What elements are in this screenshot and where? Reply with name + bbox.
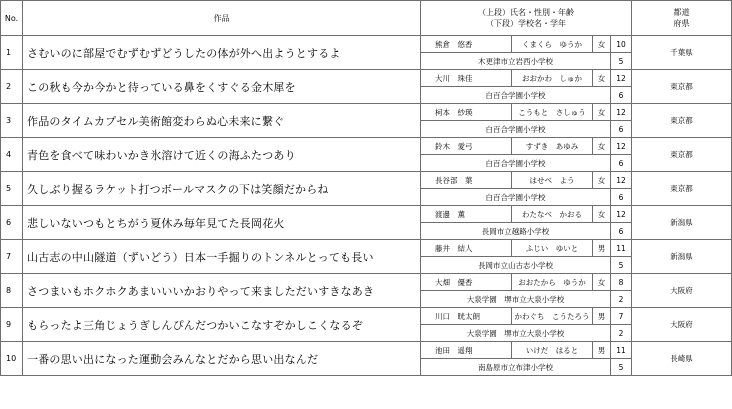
- student-age: 8: [611, 274, 632, 291]
- prefecture: 東京都: [632, 172, 732, 206]
- school-grade: 5: [611, 53, 632, 70]
- school-grade: 6: [611, 155, 632, 172]
- student-kana: すずき あゆみ: [512, 138, 593, 155]
- student-kana: ふじい ゆいと: [512, 240, 593, 257]
- table-body: [1, 36, 732, 376]
- row-number: 2: [1, 70, 23, 104]
- school-name: 白百合学園小学校: [421, 121, 611, 138]
- table-row: [1, 70, 732, 87]
- student-sex: 女: [593, 138, 611, 155]
- student-name: 柯本 紗瑛: [421, 104, 512, 121]
- student-kana: いけだ はると: [512, 342, 593, 359]
- work-text: 悲しいないつもとちがう夏休み毎年見てた長岡花火: [23, 206, 421, 240]
- school-name: 大泉学園 堺市立大泉小学校: [421, 325, 611, 342]
- student-age: 12: [611, 172, 632, 189]
- header-work: 作品: [23, 1, 421, 36]
- header-no: No.: [1, 1, 23, 36]
- header-info-bottom: （下段）学校名・学年: [486, 19, 566, 28]
- student-age: 12: [611, 70, 632, 87]
- student-sex: 男: [593, 342, 611, 359]
- student-sex: 女: [593, 172, 611, 189]
- student-name: 大川 珠佳: [421, 70, 512, 87]
- work-text: もらったよ三角じょうぎしんぴんだつかいこなすぞかしこくなるぞ: [23, 308, 421, 342]
- work-text: この秋も今か今かと待っている鼻をくすぐる金木犀を: [23, 70, 421, 104]
- student-age: 12: [611, 104, 632, 121]
- row-number: 10: [1, 342, 23, 376]
- school-grade: 2: [611, 291, 632, 308]
- prefecture: 大阪府: [632, 274, 732, 308]
- school-grade: 6: [611, 223, 632, 240]
- work-text: 山古志の中山隧道（ずいどう）日本一手掘りのトンネルとっても長い: [23, 240, 421, 274]
- student-kana: わたなべ かおる: [512, 206, 593, 223]
- student-sex: 女: [593, 70, 611, 87]
- student-sex: 男: [593, 240, 611, 257]
- prefecture: 新潟県: [632, 240, 732, 274]
- prefecture: 千葉県: [632, 36, 732, 70]
- student-name: 長谷部 葉: [421, 172, 512, 189]
- prefecture: 東京都: [632, 104, 732, 138]
- row-number: 5: [1, 172, 23, 206]
- school-name: 白百合学園小学校: [421, 189, 611, 206]
- table-row: [1, 138, 732, 155]
- header-info-top: （上段）氏名・性別・年齢: [478, 8, 574, 17]
- table-row: [1, 172, 732, 189]
- student-age: 12: [611, 138, 632, 155]
- table-row: [1, 206, 732, 223]
- header-pref-line1: 都道: [673, 8, 690, 17]
- school-name: 木更津市立岩西小学校: [421, 53, 611, 70]
- header-prefecture: [632, 1, 732, 36]
- row-number: 3: [1, 104, 23, 138]
- work-text: 作品のタイムカプセル美術館変わらぬ心未来に繋ぐ: [23, 104, 421, 138]
- student-age: 10: [611, 36, 632, 53]
- student-name: 大畑 優香: [421, 274, 512, 291]
- student-sex: 男: [593, 308, 611, 325]
- school-name: 南島原市立布津小学校: [421, 359, 611, 376]
- school-grade: 6: [611, 87, 632, 104]
- row-number: 7: [1, 240, 23, 274]
- student-name: 渡邊 薫: [421, 206, 512, 223]
- student-kana: くまくら ゆうか: [512, 36, 593, 53]
- student-kana: おおたから ゆうか: [512, 274, 593, 291]
- school-name: 白百合学園小学校: [421, 87, 611, 104]
- school-grade: 6: [611, 121, 632, 138]
- table-row: [1, 36, 732, 53]
- work-text: 青色を食べて味わいかき氷溶けて近くの海ふたつあり: [23, 138, 421, 172]
- school-name: 白百合学園小学校: [421, 155, 611, 172]
- student-kana: こうもと さしゅう: [512, 104, 593, 121]
- student-name: 藤井 結人: [421, 240, 512, 257]
- prefecture: 長崎県: [632, 342, 732, 376]
- student-sex: 女: [593, 274, 611, 291]
- row-number: 1: [1, 36, 23, 70]
- student-age: 12: [611, 206, 632, 223]
- student-age: 7: [611, 308, 632, 325]
- table-row: [1, 240, 732, 257]
- student-name: 熊倉 悠香: [421, 36, 512, 53]
- table-row: [1, 342, 732, 359]
- school-name: 長岡市立山古志小学校: [421, 257, 611, 274]
- school-name: 大泉学園 堺市立大泉小学校: [421, 291, 611, 308]
- work-text: 久しぶり握るラケット打つボールマスクの下は笑顔だからね: [23, 172, 421, 206]
- student-name: 川口 晄太朗: [421, 308, 512, 325]
- row-number: 6: [1, 206, 23, 240]
- student-name: 池田 遥翔: [421, 342, 512, 359]
- student-name: 鈴木 愛弓: [421, 138, 512, 155]
- work-text: 一番の思い出になった運動会みんなとだから思い出なんだ: [23, 342, 421, 376]
- school-grade: 6: [611, 189, 632, 206]
- work-text: さむいのに部屋でむずむずどうしたの体が外へ出ようとするよ: [23, 36, 421, 70]
- header-info: [421, 1, 632, 36]
- table-row: [1, 274, 732, 291]
- student-kana: おおかわ しゅか: [512, 70, 593, 87]
- prefecture: 東京都: [632, 138, 732, 172]
- prefecture: 新潟県: [632, 206, 732, 240]
- school-name: 長岡市立越路小学校: [421, 223, 611, 240]
- table-row: [1, 104, 732, 121]
- prefecture: 東京都: [632, 70, 732, 104]
- school-grade: 2: [611, 325, 632, 342]
- student-sex: 女: [593, 104, 611, 121]
- work-text: さつまいもホクホクあまいいいかおりやって来ましただいすきなあき: [23, 274, 421, 308]
- student-kana: かわぐち こうたろう: [512, 308, 593, 325]
- prefecture: 大阪府: [632, 308, 732, 342]
- row-number: 9: [1, 308, 23, 342]
- student-age: 11: [611, 240, 632, 257]
- student-age: 11: [611, 342, 632, 359]
- school-grade: 5: [611, 257, 632, 274]
- row-number: 8: [1, 274, 23, 308]
- student-kana: はせべ よう: [512, 172, 593, 189]
- school-grade: 5: [611, 359, 632, 376]
- student-sex: 女: [593, 36, 611, 53]
- header-row: [1, 1, 732, 36]
- header-pref-line2: 府県: [673, 19, 690, 28]
- table-row: [1, 308, 732, 325]
- student-sex: 女: [593, 206, 611, 223]
- row-number: 4: [1, 138, 23, 172]
